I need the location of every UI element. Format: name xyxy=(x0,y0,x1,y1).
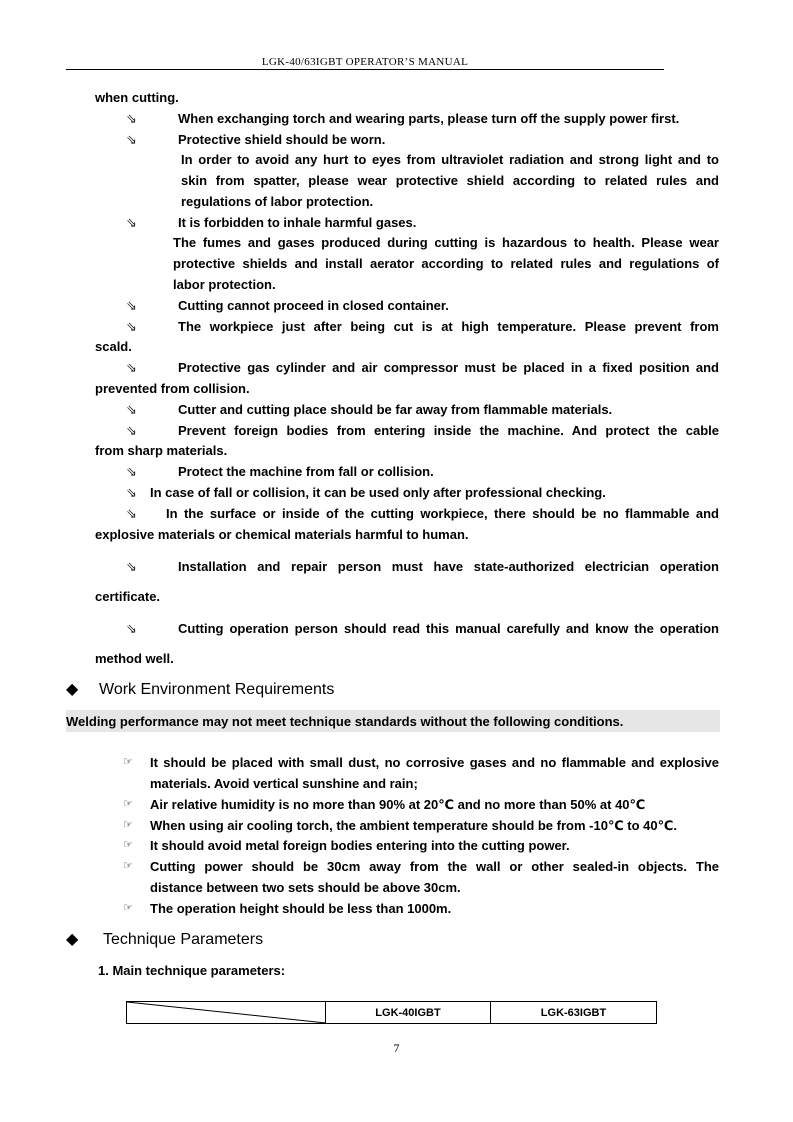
safety-item: Cutting operation person should read this manual carefully and know the operation xyxy=(178,621,719,636)
diagonal-divider xyxy=(127,1002,326,1023)
table-header-cell: LGK-63IGBT xyxy=(491,1002,657,1024)
safety-item: It is forbidden to inhale harmful gases. xyxy=(178,215,417,230)
safety-item-continuation: prevented from collision. xyxy=(95,381,250,396)
warning-arrow-icon: ⇘ xyxy=(126,298,137,313)
table-header-cell: LGK-40IGBT xyxy=(326,1002,491,1024)
safety-item-continuation: from sharp materials. xyxy=(95,443,228,458)
section-title-work-env: Work Environment Requirements xyxy=(99,681,335,698)
safety-item-continuation: explosive materials or chemical materials harmful to human. xyxy=(95,527,469,542)
work-env-item: It should avoid metal foreign bodies entering into the cutting power. xyxy=(150,838,570,853)
page-number: 7 xyxy=(393,1041,400,1055)
technique-subtitle: 1. Main technique parameters: xyxy=(98,963,286,978)
warning-arrow-icon: ⇘ xyxy=(126,111,137,126)
work-env-item: Air relative humidity is no more than 90% at 20℃ and no more than 50% at 40℃ xyxy=(150,797,646,812)
warning-arrow-icon: ⇘ xyxy=(126,464,137,479)
safety-item: Cutter and cutting place should be far away from flammable materials. xyxy=(178,402,613,417)
warning-arrow-icon: ⇘ xyxy=(126,360,137,375)
pointing-hand-icon: ☞ xyxy=(123,860,133,872)
work-env-item: Cutting power should be 30cm away from the wall or other sealed-in objects. The xyxy=(150,859,719,874)
technique-parameters-table xyxy=(126,1001,657,1024)
safety-item-detail: protective shields and install aerator according to related rules and regulations of xyxy=(173,256,719,271)
safety-item: In case of fall or collision, it can be used only after professional checking. xyxy=(150,485,606,500)
warning-arrow-icon: ⇘ xyxy=(126,132,137,147)
work-env-note: Welding performance may not meet technique standards without the following conditions. xyxy=(66,714,624,729)
safety-item-detail: In order to avoid any hurt to eyes from ultraviolet radiation and strong light and to xyxy=(181,152,719,167)
warning-arrow-icon: ⇘ xyxy=(126,319,137,334)
pointing-hand-icon: ☞ xyxy=(123,756,133,768)
safety-item: Prevent foreign bodies from entering inside the machine. And protect the cable xyxy=(178,423,719,438)
pointing-hand-icon: ☞ xyxy=(123,902,133,914)
work-env-item: It should be placed with small dust, no corrosive gases and no flammable and explosive xyxy=(150,755,719,770)
table-corner-cell xyxy=(127,1002,326,1024)
safety-item-detail: labor protection. xyxy=(173,277,276,292)
work-env-item: The operation height should be less than 1000m. xyxy=(150,901,452,916)
work-env-item-continuation: distance between two sets should be above 30cm. xyxy=(150,880,461,895)
warning-arrow-icon: ⇘ xyxy=(126,423,137,438)
page-header xyxy=(66,56,664,70)
header-title: LGK-40/63IGBT OPERATOR’S MANUAL xyxy=(261,56,469,68)
diamond-bullet-icon: ◆ xyxy=(66,681,79,698)
safety-item: In the surface or inside of the cutting workpiece, there should be no flammable and xyxy=(166,506,719,521)
safety-item-continuation: certificate. xyxy=(95,589,161,604)
warning-arrow-icon: ⇘ xyxy=(126,506,137,521)
work-env-item-continuation: materials. Avoid vertical sunshine and rain; xyxy=(150,776,418,791)
table-header-row xyxy=(127,1002,657,1024)
work-env-item: When using air cooling torch, the ambient temperature should be from -10℃ to 40℃. xyxy=(150,818,677,833)
safety-item: The workpiece just after being cut is at high temperature. Please prevent from xyxy=(178,319,719,334)
warning-arrow-icon: ⇘ xyxy=(126,215,137,230)
safety-item-detail: regulations of labor protection. xyxy=(181,194,374,209)
diamond-bullet-icon: ◆ xyxy=(66,931,79,948)
pointing-hand-icon: ☞ xyxy=(123,819,133,831)
warning-arrow-icon: ⇘ xyxy=(126,621,137,636)
pointing-hand-icon: ☞ xyxy=(123,839,133,851)
safety-item-detail: The fumes and gases produced during cutting is hazardous to health. Please wear xyxy=(173,235,719,250)
safety-item-continuation: method well. xyxy=(95,651,174,666)
safety-item: Protective gas cylinder and air compressor must be placed in a fixed position and xyxy=(178,360,719,375)
warning-arrow-icon: ⇘ xyxy=(126,485,137,500)
safety-item: When exchanging torch and wearing parts, please turn off the supply power first. xyxy=(178,111,680,126)
pointing-hand-icon: ☞ xyxy=(123,798,133,810)
section-title-technique: Technique Parameters xyxy=(103,931,264,948)
safety-item: Protect the machine from fall or collision. xyxy=(178,464,434,479)
safety-intro-tail: when cutting. xyxy=(95,90,179,105)
warning-arrow-icon: ⇘ xyxy=(126,402,137,417)
safety-item-detail: skin from spatter, please wear protective shield according to related rules and xyxy=(181,173,719,188)
warning-arrow-icon: ⇘ xyxy=(126,559,137,574)
safety-item: Protective shield should be worn. xyxy=(178,132,386,147)
safety-item: Cutting cannot proceed in closed container. xyxy=(178,298,449,313)
safety-item: Installation and repair person must have state-authorized electrician operation xyxy=(178,559,719,574)
safety-item-continuation: scald. xyxy=(95,339,132,354)
